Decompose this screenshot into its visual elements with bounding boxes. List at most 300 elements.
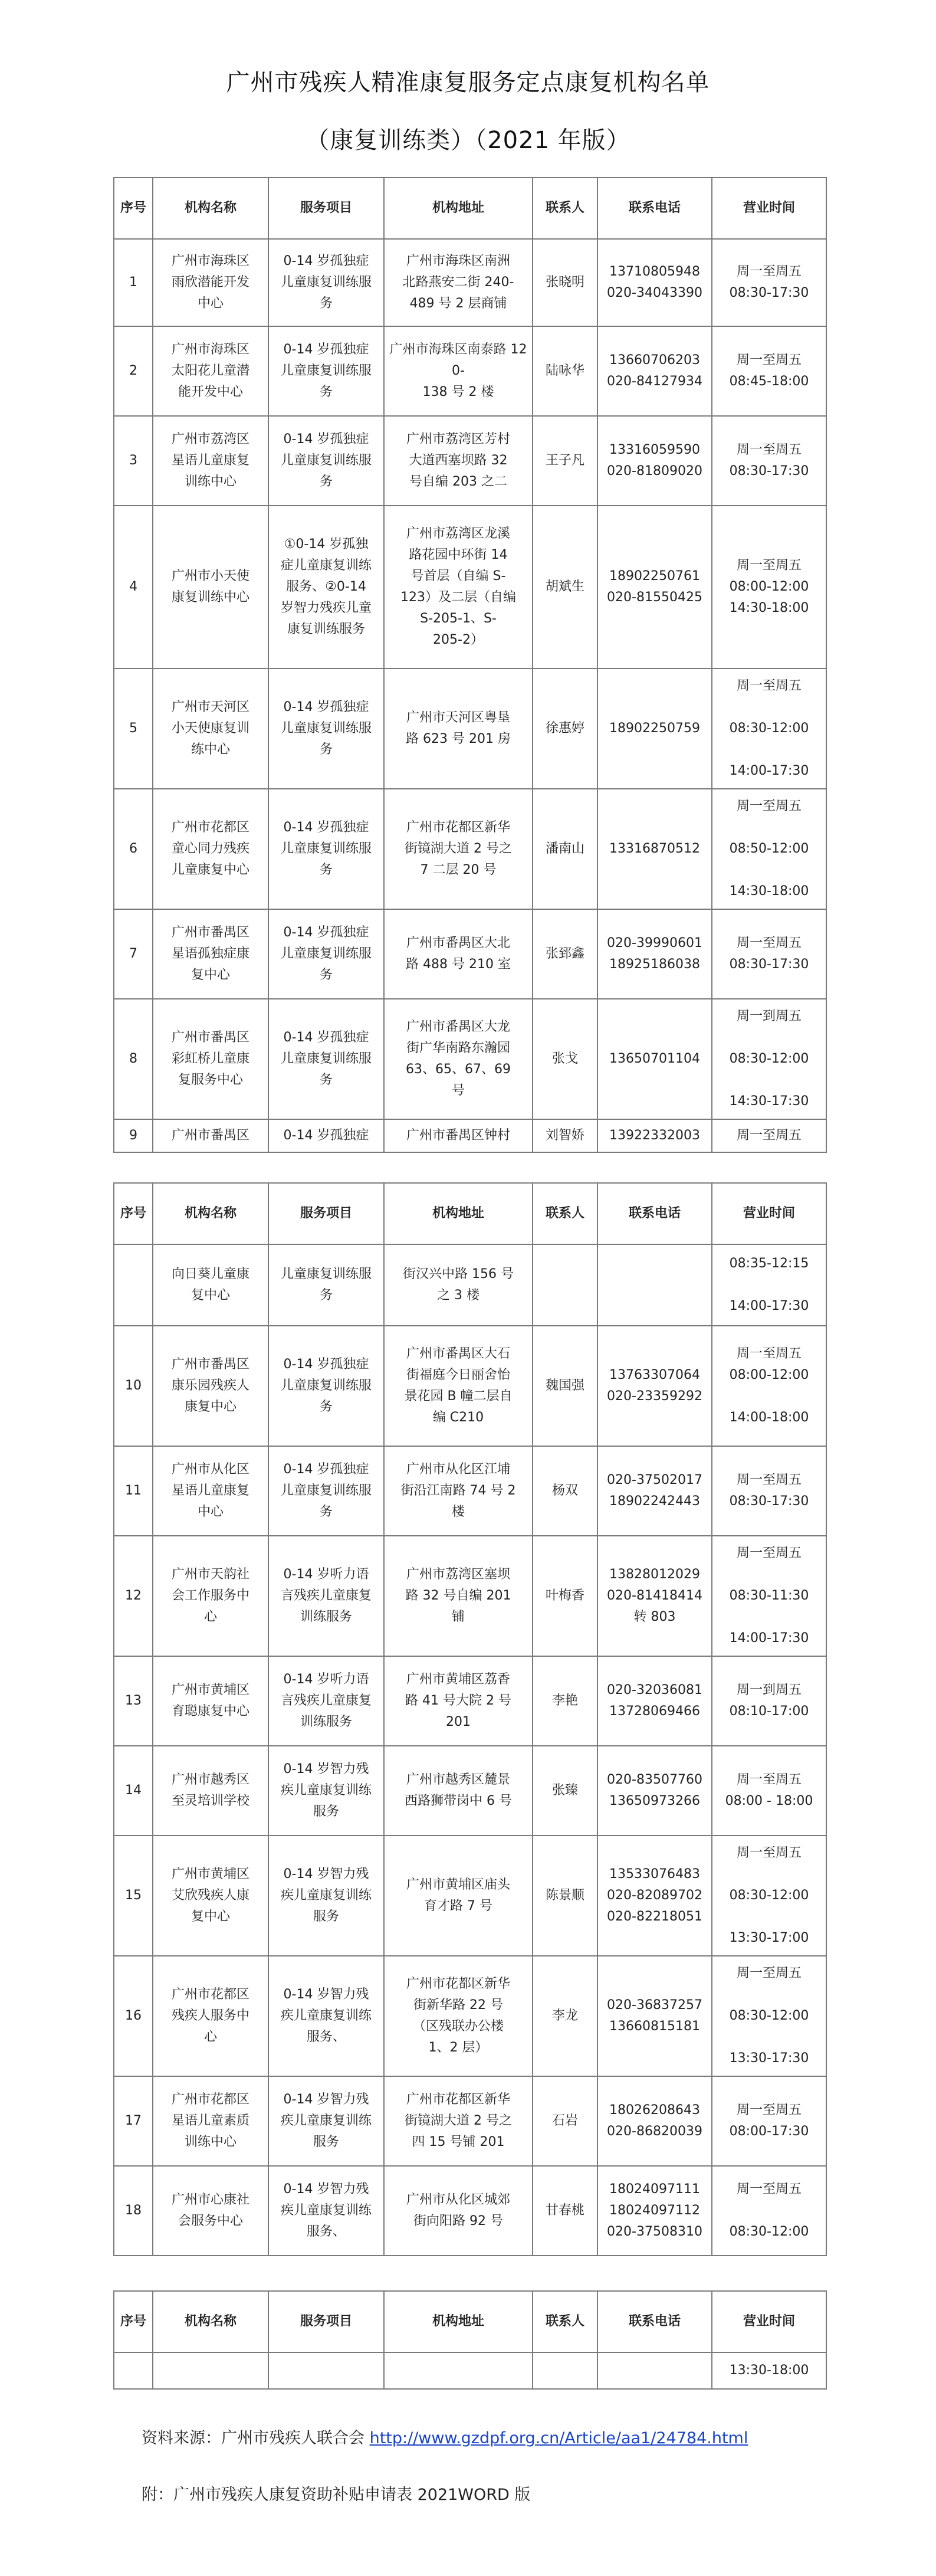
cell-line: 周一至周五 [736, 443, 802, 457]
cell-line: 能开发中心 [178, 385, 243, 399]
cell-line: 儿童康复训练服 [280, 1267, 372, 1282]
cell-line: 广州市从化区城郊 [406, 2192, 510, 2207]
cell-line [716, 817, 822, 838]
cell-line: 务 [319, 1400, 333, 1414]
col-service-cell [268, 326, 384, 416]
cell-line: 杨双 [551, 1483, 578, 1498]
cell-line: 6 [129, 841, 137, 856]
cell-line: 489 号 2 层商铺 [409, 296, 507, 311]
page-subtitle: （康复训练类）（2021 年版） [306, 127, 630, 154]
col-phone-cell [597, 326, 712, 416]
col-hours-cell [712, 2166, 826, 2256]
cell-line: 儿童康复训练服 [280, 363, 372, 378]
cell-line: 0-14 岁孤独症 [283, 254, 369, 268]
cell-line: 症儿童康复训练 [280, 558, 372, 573]
cell-line: S-205-1、S- [420, 611, 497, 626]
cell-line: 广州市黄埔区荔香 [406, 1672, 510, 1687]
col-hours-cell [712, 326, 826, 416]
cell-line: 周一到周五 [736, 1009, 802, 1024]
col-name-cell [153, 999, 268, 1119]
cell-line: 复中心 [191, 1909, 230, 1924]
col-service-cell [268, 2352, 384, 2389]
cell-line: 9 [129, 1128, 137, 1143]
table-row [114, 1836, 826, 1956]
cell-line [602, 1274, 708, 1296]
col-name-cell [153, 1836, 268, 1956]
table-row [114, 1326, 826, 1446]
cell-line: 复中心 [191, 1288, 230, 1303]
cell-line: 陈景顺 [545, 1888, 584, 1903]
cell-line: 08:30-12:00 [729, 721, 809, 736]
col-address-cell [384, 789, 533, 909]
col-name-cell [153, 1244, 268, 1326]
cell-line: 李艳 [551, 1693, 578, 1708]
cell-line: 020-84127934 [607, 374, 702, 389]
col-phone-cell [597, 1119, 712, 1152]
institution-table-page-2 [113, 1182, 827, 2256]
table-row [114, 1656, 826, 1746]
col-address-cell [384, 999, 533, 1119]
col-contact-cell [533, 2352, 597, 2389]
cell-line: 123）及二层（自编 [400, 590, 516, 605]
cell-line: 020-82218051 [607, 1909, 702, 1924]
cell-line: 14:00-18:00 [729, 1410, 809, 1425]
cell-line: 5 [129, 721, 137, 736]
col-hours-cell [712, 2076, 826, 2166]
cell-line: 铺 [451, 1610, 465, 1624]
cell-line: 广州市番禺区钟村 [406, 1128, 510, 1143]
col-index-cell [114, 668, 153, 789]
header-col-hours: 营业时间 [712, 1183, 826, 1244]
cell-line: 0-14 岁智力残 [283, 2092, 369, 2107]
col-service-cell [268, 239, 384, 326]
cell-line: 2 [129, 363, 137, 378]
col-address-cell [384, 1326, 533, 1446]
col-service-cell [268, 506, 384, 668]
col-index-cell [114, 2076, 153, 2166]
cell-line: 广州市花都区 [171, 1987, 249, 2002]
cell-line: 广州市荔湾区塞坝 [406, 1567, 510, 1582]
col-address-cell [384, 239, 533, 326]
cell-line: 020-37508310 [607, 2224, 702, 2239]
cell-line: 020-86820039 [607, 2124, 702, 2139]
cell-line: 楼 [451, 1505, 465, 1519]
col-name-cell [153, 1536, 268, 1656]
cell-line: 言残疾儿童康复 [280, 1693, 372, 1708]
cell-line: 08:10-17:00 [729, 1704, 809, 1719]
cell-line: 星语孤独症康 [171, 946, 249, 961]
cell-line: 编 C210 [432, 1410, 484, 1425]
col-address-cell [384, 1244, 533, 1326]
table-row [114, 1536, 826, 1656]
header-col-contact: 联系人 [533, 1183, 597, 1244]
cell-line [272, 2360, 380, 2381]
cell-line: 周一至周五 [736, 1546, 802, 1561]
cell-line: 020-23359292 [607, 1389, 702, 1404]
col-phone-cell [597, 1326, 712, 1446]
cell-line: 08:00 - 18:00 [725, 1794, 813, 1808]
col-contact-cell [533, 1536, 597, 1656]
header-col-phone: 联系电话 [597, 1183, 712, 1244]
col-hours-cell [712, 2352, 826, 2389]
cell-line: 疾儿童康复训练 [280, 2113, 372, 2128]
cell-line: 大道西塞坝路 32 [409, 453, 508, 468]
cell-line [716, 1864, 822, 1885]
header-col-name: 机构名称 [153, 2291, 268, 2352]
cell-line: 08:50-12:00 [729, 841, 809, 856]
col-service-cell [268, 1119, 384, 1152]
col-contact-cell [533, 999, 597, 1119]
cell-line: 石岩 [551, 2113, 578, 2128]
header-col-hours: 营业时间 [712, 178, 826, 239]
cell-line: 街广华南路东瀚园 [406, 1041, 510, 1056]
col-service-cell [268, 789, 384, 909]
cell-line: 号首层（自编 S- [410, 569, 506, 584]
col-hours-cell [712, 668, 826, 789]
cell-line: 转 803 [633, 1610, 676, 1624]
cell-line: 1 [129, 275, 137, 290]
cell-line: 020-82089702 [607, 1888, 702, 1903]
cell-line: 08:30-11:30 [729, 1588, 809, 1603]
table-row [114, 2166, 826, 2256]
cell-line: 18026208643 [609, 2103, 700, 2118]
col-index-cell [114, 909, 153, 999]
cell-line: 13660706203 [609, 353, 700, 368]
cell-line: 广州市心康社 [171, 2192, 249, 2207]
cell-line: 08:30-17:30 [729, 286, 809, 300]
cell-line: 14:00-17:30 [729, 1299, 809, 1313]
col-name-cell [153, 506, 268, 668]
header-col-hours: 营业时间 [712, 2291, 826, 2352]
table-row [114, 506, 826, 668]
cell-line: 张戈 [551, 1051, 578, 1066]
col-phone-cell [597, 239, 712, 326]
col-name-cell [153, 1656, 268, 1746]
cell-line: 徐惠婷 [545, 721, 584, 736]
col-address-cell [384, 1836, 533, 1956]
col-hours-cell [712, 1446, 826, 1536]
col-service-cell [268, 2076, 384, 2166]
col-address-cell [384, 2352, 533, 2389]
header-col-index: 序号 [114, 178, 153, 239]
cell-line: 15 [125, 1888, 142, 1903]
cell-line: 艾欣残疾人康 [171, 1888, 249, 1903]
footer-attachment[interactable]: 附：广州市残疾人康复资助补贴申请表 2021WORD 版 [142, 2486, 531, 2504]
cell-line: 张晓明 [545, 275, 584, 290]
col-phone-cell [597, 909, 712, 999]
col-address-cell [384, 1446, 533, 1536]
col-address-cell [384, 1956, 533, 2076]
cell-line: 138 号 2 楼 [422, 385, 494, 399]
cell-line: 广州市海珠区 [171, 342, 249, 357]
col-hours-cell [712, 239, 826, 326]
col-phone-cell [597, 1956, 712, 2076]
header-col-name: 机构名称 [153, 178, 268, 239]
cell-line: 广州市番禺区 [171, 1128, 249, 1143]
col-hours-cell [712, 1656, 826, 1746]
col-address-cell [384, 416, 533, 506]
col-service-cell [268, 416, 384, 506]
cell-line: 广州市海珠区南洲 [406, 254, 510, 268]
cell-line: 潘南山 [545, 841, 584, 856]
cell-line: 儿童康复训练服 [280, 275, 372, 290]
cell-line: 张郅鑫 [545, 946, 584, 961]
cell-line [118, 1274, 149, 1296]
table-row [114, 1956, 826, 2076]
cell-line: 四 15 号铺 201 [412, 2135, 505, 2149]
cell-line: 63、65、67、69 [406, 1062, 511, 1077]
cell-line: 0-14 岁智力残 [283, 1867, 369, 1882]
cell-line: 08:30-12:00 [729, 2224, 809, 2239]
cell-line: 0-14 岁孤独症 [283, 925, 369, 940]
cell-line: 13:30-17:30 [729, 2051, 809, 2066]
cell-line: 13316870512 [609, 841, 700, 856]
col-index-cell [114, 2166, 153, 2256]
col-hours-cell [712, 999, 826, 1119]
cell-line: 广州市黄埔区 [171, 1683, 249, 1697]
header-col-index: 序号 [114, 1183, 153, 1244]
header-col-address: 机构地址 [384, 1183, 533, 1244]
cell-line: 康复训练中心 [171, 590, 249, 605]
col-index-cell [114, 789, 153, 909]
col-contact-cell [533, 1446, 597, 1536]
cell-line: 020-34043390 [607, 286, 702, 300]
cell-line: 18024097112 [609, 2203, 700, 2218]
cell-line: 0-14 岁听力语 [283, 1567, 369, 1582]
col-index-cell [114, 416, 153, 506]
cell-line [716, 1386, 822, 1407]
col-address-cell [384, 1746, 533, 1836]
cell-line: 周一至周五 [736, 353, 802, 368]
cell-line: 务 [319, 863, 333, 877]
cell-line: 16 [125, 2008, 142, 2023]
cell-line: 太阳花儿童潜 [171, 363, 249, 378]
cell-line [716, 2027, 822, 2048]
cell-line [537, 2360, 593, 2381]
col-hours-cell [712, 789, 826, 909]
cell-line [716, 697, 822, 718]
cell-line [716, 1070, 822, 1091]
cell-line [388, 2360, 528, 2381]
col-service-cell [268, 1956, 384, 2076]
cell-line: 胡斌生 [545, 579, 584, 594]
cell-line: 服务 [313, 1909, 339, 1924]
cell-line: 08:00-17:30 [729, 2124, 809, 2139]
table-header-row [114, 1183, 826, 1244]
col-address-cell [384, 1119, 533, 1152]
col-contact-cell [533, 326, 597, 416]
cell-line: 13533076483 [609, 1867, 700, 1882]
cell-line: 疾儿童康复训练 [280, 1783, 372, 1798]
cell-line: 向日葵儿童康 [171, 1267, 249, 1282]
table-row [114, 999, 826, 1119]
cell-line: 儿童康复训练服 [280, 721, 372, 736]
cell-line: 北路燕安二街 240- [402, 275, 514, 290]
cell-line: 复服务中心 [178, 1073, 243, 1087]
cell-line [602, 2360, 708, 2381]
cell-line: 13 [125, 1693, 142, 1708]
cell-line: 周一至周五 [736, 558, 802, 573]
cell-line: 训练服务 [300, 1715, 352, 1729]
cell-line: 广州市花都区新华 [406, 1977, 510, 1991]
cell-line: 08:45-18:00 [729, 374, 809, 389]
cell-line: 020-81809020 [607, 464, 702, 479]
cell-line: 儿童康复训练服 [280, 841, 372, 856]
header-col-phone: 联系电话 [597, 2291, 712, 2352]
cell-line: 14:00-17:30 [729, 763, 809, 778]
col-index-cell [114, 999, 153, 1119]
cell-line: 020-81550425 [607, 590, 702, 605]
col-service-cell [268, 1836, 384, 1956]
cell-line: 13:30-17:00 [729, 1931, 809, 1945]
cell-line: 周一至周五 [736, 936, 802, 951]
cell-line: 训练中心 [184, 2135, 237, 2149]
col-name-cell [153, 2076, 268, 2166]
page-title: 广州市残疾人精准康复服务定点康复机构名单 [226, 69, 710, 96]
col-index-cell [114, 506, 153, 668]
cell-line: 广州市天河区 [171, 700, 249, 715]
cell-line: 星语儿童康复 [171, 1483, 249, 1498]
col-name-cell [153, 326, 268, 416]
col-phone-cell [597, 1746, 712, 1836]
col-contact-cell [533, 416, 597, 506]
cell-line: 李龙 [551, 2008, 578, 2023]
cell-line [716, 1027, 822, 1048]
institution-table-page-1 [113, 177, 827, 1153]
cell-line: 张臻 [551, 1783, 578, 1798]
cell-line: 康复训练服务 [287, 622, 365, 637]
cell-line: 务 [319, 742, 333, 757]
col-phone-cell [597, 2076, 712, 2166]
col-name-cell [153, 1119, 268, 1152]
col-phone-cell [597, 1446, 712, 1536]
cell-line: 服务、 [306, 2030, 346, 2044]
cell-line: 广州市番禺区大北 [406, 936, 510, 951]
cell-line: 广州市番禺区 [171, 1030, 249, 1045]
cell-line: 周一至周五 [736, 679, 802, 693]
cell-line: 疾儿童康复训练 [280, 1888, 372, 1903]
cell-line: 020-83507760 [607, 1772, 702, 1787]
cell-line: 18902250759 [609, 721, 700, 736]
cell-line: 中心 [197, 296, 224, 311]
cell-line: 儿童康复训练服 [280, 1051, 372, 1066]
cell-line: 08:00-12:00 [729, 579, 809, 594]
col-contact-cell [533, 1746, 597, 1836]
col-hours-cell [712, 1956, 826, 2076]
cell-line: 0-14 岁孤独症 [283, 700, 369, 715]
cell-line: 儿童康复中心 [171, 863, 249, 877]
cell-line: 8 [129, 1051, 137, 1066]
col-contact-cell [533, 239, 597, 326]
col-name-cell [153, 909, 268, 999]
cell-line: 服务 [313, 2135, 339, 2149]
cell-line: 街镜湖大道 2 号之 [405, 2113, 512, 2128]
cell-line: 020-37502017 [607, 1473, 702, 1487]
cell-line: 020-36837257 [607, 1998, 702, 2013]
col-index-cell [114, 1836, 153, 1956]
cell-line: 路 32 号自编 201 [405, 1588, 511, 1603]
cell-line: 14:00-17:30 [729, 1631, 809, 1646]
cell-line: 广州市黄埔区 [171, 1867, 249, 1882]
table-row [114, 239, 826, 326]
cell-line: 020-39990601 [607, 936, 702, 951]
cell-line: 服务、 [306, 2224, 346, 2239]
cell-line: 务 [319, 1288, 333, 1303]
cell-line: 之 3 楼 [437, 1288, 480, 1303]
col-phone-cell [597, 2166, 712, 2256]
cell-line: 广州市荔湾区龙溪 [406, 526, 510, 541]
cell-line: 广州市越秀区麓景 [406, 1772, 510, 1787]
cell-line: 雨欣潜能开发 [171, 275, 249, 290]
col-hours-cell [712, 1536, 826, 1656]
cell-line [716, 1906, 822, 1928]
col-service-cell [268, 1656, 384, 1746]
col-index-cell [114, 239, 153, 326]
col-name-cell [153, 1956, 268, 2076]
table-row [114, 2352, 826, 2389]
col-hours-cell [712, 416, 826, 506]
cell-line [716, 1274, 822, 1296]
col-contact-cell [533, 2076, 597, 2166]
cell-line: 14:30-18:00 [729, 601, 809, 615]
cell-line: 广州市从化区 [171, 1462, 249, 1477]
col-hours-cell [712, 506, 826, 668]
cell-line: 至灵培训学校 [171, 1794, 249, 1808]
cell-line: 18024097111 [609, 2182, 700, 2197]
col-phone-cell [597, 668, 712, 789]
col-service-cell [268, 1746, 384, 1836]
cell-line: 广州市荔湾区 [171, 432, 249, 447]
table-row [114, 326, 826, 416]
col-index-cell [114, 1956, 153, 2076]
cell-line: 言残疾儿童康复 [280, 1588, 372, 1603]
col-phone-cell [597, 2352, 712, 2389]
col-contact-cell [533, 1119, 597, 1152]
header-col-phone: 联系电话 [597, 178, 712, 239]
col-hours-cell [712, 1119, 826, 1152]
cell-line: 号 [451, 1083, 465, 1098]
cell-line: 周一至周五 [736, 2103, 802, 2118]
col-index-cell [114, 1326, 153, 1446]
header-col-service: 服务项目 [268, 178, 384, 239]
cell-line: 育才路 7 号 [424, 1899, 492, 1913]
cell-line: 13763307064 [609, 1368, 700, 1382]
col-name-cell [153, 668, 268, 789]
cell-line: 14 [125, 1783, 142, 1798]
col-address-cell [384, 1656, 533, 1746]
cell-line: 王子凡 [545, 453, 584, 468]
cell-line: 0-14 岁孤独症 [283, 1030, 369, 1045]
col-name-cell [153, 416, 268, 506]
cell-line: 甘春桃 [545, 2203, 584, 2218]
cell-line: 街沿江南路 74 号 2 [400, 1483, 516, 1498]
cell-line: 广州市从化区江埔 [406, 1462, 510, 1477]
col-service-cell [268, 1326, 384, 1446]
header-col-contact: 联系人 [533, 2291, 597, 2352]
cell-line: 13828012029 [609, 1567, 700, 1582]
footer-source-label: 资料来源：广州市残疾人联合会 [142, 2429, 370, 2447]
cell-line: 17 [125, 2113, 142, 2128]
cell-line: 1、2 层） [428, 2040, 488, 2055]
cell-line: 广州市花都区 [171, 2092, 249, 2107]
col-address-cell [384, 2166, 533, 2256]
col-contact-cell [533, 1836, 597, 1956]
table-row [114, 2076, 826, 2166]
cell-line: 12 [125, 1588, 142, 1603]
institution-table-page-3 [113, 2290, 827, 2390]
source-link[interactable]: http://www.gzdpf.org.cn/Article/aa1/24784.html [369, 2429, 748, 2447]
cell-line: 0-14 岁孤独症 [283, 432, 369, 447]
